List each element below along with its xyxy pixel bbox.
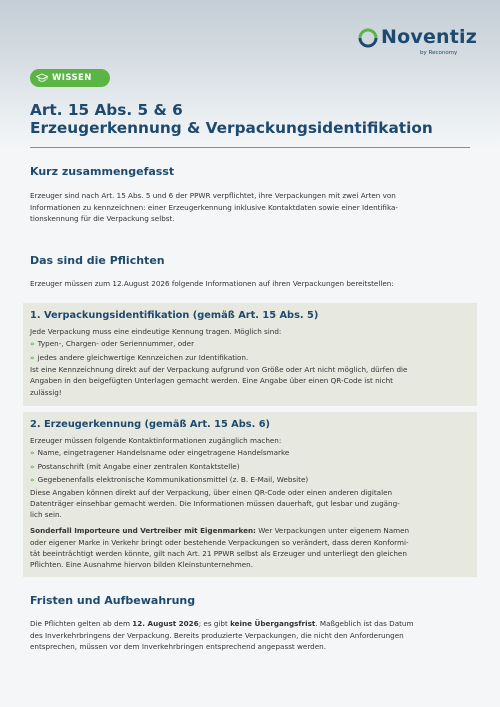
brand-sub: by Reconomy [420, 50, 458, 56]
title-divider [30, 147, 470, 148]
list-item [30, 446, 470, 459]
special-case-line [30, 525, 470, 536]
box2-heading: 2. Erzeugerkennung (gemäß Art. 15 Abs. 6) [30, 419, 271, 430]
category-badge [30, 69, 110, 87]
duties-intro: Erzeuger müssen zum 12.August 2026 folgende Informationen auf ihren Verpackungen bereitstellen: [30, 279, 394, 288]
box2-outro-line: Diese Angaben können direkt auf der Verpackung, über einen QR-Code oder einen anderen digitalen [30, 487, 393, 497]
list-item-text: Typen-, Chargen- oder Seriennummer, oder [37, 339, 195, 349]
box-producer-identification [23, 412, 477, 577]
summary-line: Informationen zu kennzeichnen: einer Erzeugerkennung inklusive Kontaktdaten sowie einer Identifika- [30, 202, 398, 212]
box1-intro: Jede Verpackung muss eine eindeutige Kennung tragen. Möglich sind: [30, 327, 282, 336]
bullet-icon: » [30, 475, 35, 485]
duties-heading: Das sind die Pflichten [30, 254, 165, 267]
deadlines-text-part: . Maßgeblich ist das Datum [315, 619, 414, 628]
summary-line: Erzeuger sind nach Art. 15 Abs. 5 und 6 der PPWR verpflichtet, ihre Verpackungen mit zwei Arten von [30, 191, 396, 200]
box2-intro: Erzeuger müssen folgende Kontaktinformationen zugänglich machen: [30, 436, 282, 445]
bullet-icon: » [30, 461, 35, 471]
bullet-icon: » [30, 448, 35, 458]
list-item-text: jedes andere gleichwertige Kennzeichen zur Identifikation. [37, 352, 249, 362]
deadlines-text [30, 618, 470, 653]
box1-list [30, 337, 470, 364]
list-item-text: Name, eingetragener Handelsname oder eingetragene Handelsmarke [37, 448, 290, 458]
summary-text [30, 190, 470, 225]
deadlines-text-part: ; es gibt [198, 619, 231, 628]
summary-line: tionskennung für die Verpackung selbst. [30, 214, 175, 223]
special-case-text: Wer Verpackungen unter eigenem Namen [255, 526, 410, 536]
deadlines-line: entsprechen, müssen vor dem Inverkehrbringen entsprechend angepasst werden. [30, 642, 326, 651]
page-title [30, 101, 470, 137]
deadlines-heading: Fristen und Aufbewahrung [30, 594, 196, 607]
box1-outro-line: Ist eine Kennzeichnung direkt auf der Verpackung aufgrund von Größe oder Art nicht möglich, dürfen die [30, 365, 408, 375]
special-case-line: Pflichten. Eine Ausnahme hiervon bilden Kleinstunternehmen. [30, 560, 253, 570]
badge-label: WISSEN [52, 73, 92, 83]
list-item [30, 351, 470, 364]
summary-heading: Kurz zusammengefasst [30, 165, 175, 178]
box1-outro [30, 364, 470, 398]
box2-special-case [30, 525, 470, 570]
deadlines-text-part: Die Pflichten gelten ab dem [30, 619, 133, 628]
brand-name: Noventiz [381, 26, 478, 48]
box2-list [30, 446, 470, 486]
box1-outro-line: Angaben in den beigefügten Unterlagen gemacht werden. Eine Angabe über einen QR-Code ist nicht [30, 376, 393, 386]
bullet-icon: » [30, 339, 35, 349]
title-line-2: Erzeugerkennung & Verpackungsidentifikation [30, 119, 433, 137]
box-packaging-identification [23, 303, 477, 406]
special-case-line: oder eigener Marke in Verkehr bringt oder bestehende Verpackungen so verändert, dass deren Konformi- [30, 537, 409, 547]
box1-heading: 1. Verpackungsidentifikation (gemäß Art. 15 Abs. 5) [30, 310, 319, 321]
box2-outro-line: Datenträger einsehbar gemacht werden. Die Informationen müssen dauerhaft, gut lesbar und zugäng- [30, 498, 400, 508]
noventiz-logo-icon [358, 28, 378, 48]
box2-outro-line: lich sein. [30, 510, 62, 520]
no-transition-period: keine Übergangsfrist [230, 619, 316, 628]
list-item-text: Gegebenenfalls elektronische Kommunikationsmittel (z. B. E-Mail, Website) [37, 475, 309, 485]
deadlines-line: des Inverkehrbringens der Verpackung. Bereits produzierte Verpackungen, die nicht den Anforderungen [30, 630, 404, 640]
box1-outro-line: zulässig! [30, 387, 62, 397]
list-item [30, 473, 470, 486]
list-item [30, 337, 470, 350]
deadline-date: 12. August 2026 [132, 619, 199, 628]
brand-logo[interactable] [358, 26, 478, 62]
bullet-icon: » [30, 352, 35, 362]
list-item-text: Postanschrift (mit Angabe einer zentralen Kontaktstelle) [37, 461, 240, 471]
title-line-1: Art. 15 Abs. 5 & 6 [30, 101, 183, 119]
deadlines-line [30, 618, 470, 630]
graduation-cap-icon [36, 73, 48, 83]
list-item [30, 460, 470, 473]
special-case-label: Sonderfall Importeure und Vertreiber mit Eigenmarken: [30, 526, 256, 536]
special-case-line: tät beeinträchtigt werden könnte, gilt nach Art. 21 PPWR selbst als Erzeuger und unterliegt den gleichen [30, 549, 407, 558]
box2-outro [30, 487, 470, 521]
